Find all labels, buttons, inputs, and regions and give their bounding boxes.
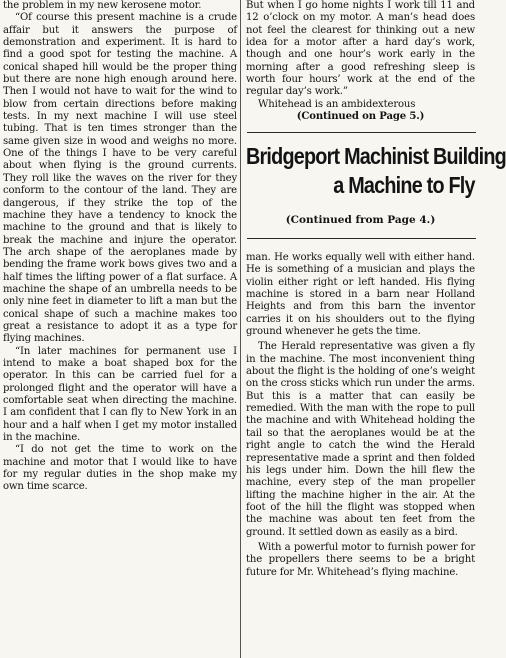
paragraph: The Herald representative was given a fly in the machine. The most inconvenient thing about the flight is the holding of one’s weight on the cross sticks which run under the arms. But this is a matter that can easily be remedied. With the man with the rope to pull the machine and with Whitehead holding the tail so that the aeroplanes would be at the right angle to catch the wind the Herald representative made a sprint and then folded his legs under him. Down the hill flew the machine, every step of the man propeller lifting the machine higher in the air. At the foot of the hill the flight was stopped when the machine was about ten feet from the ground. It settled down as easily as a bird.: [246, 341, 475, 538]
paragraph: “I do not get the time to work on the machine and motor that I would like to have for my regular duties in the shop make my own time scarce.: [3, 444, 237, 493]
right-column-bottom: [246, 252, 475, 582]
headline-line-2: a Machine to Fly: [333, 172, 475, 198]
section-rule: [247, 238, 476, 239]
left-column: [3, 0, 237, 658]
paragraph: With a powerful motor to furnish power for the propellers there seems to be a bright future for Mr. Whitehead’s flying machine.: [246, 541, 475, 578]
paragraph: the problem in my new kerosene motor.: [3, 0, 202, 11]
right-column-top: [246, 0, 475, 132]
continued-from-note: (Continued from Page 4.): [285, 214, 436, 226]
paragraph: “Of course this present machine is a crude affair but it answers the purpose of demonstration and experiment. It is hard to find a good spot for testing the machine. A conical shaped hill would be the proper thing but there are none high enough around here. Then I would not have to wait for the wind to blow from certain directions before making tests. In my next machine I will use steel tubing. That is ten times stronger than the same given size in wood and weighs no more. One of the things I have to be very careful about when flying is the ground currents. They roll like the waves on the river for they conform to the contour of the land. They are dangerous, if they strike the top of the machine they have a tendency to knock the machine to the ground and that is likely to break the machine and injure the operator. The arch shape of the aeroplanes made by bending the frame work bows gives two and a half times the lifting power of a flat surface. A machine the shape of an umbrella needs to be only nine feet in diameter to lift a man but the conical shape of such a machine makes too great a resistance to adopt it as a type for flying machines.: [3, 12, 237, 345]
paragraph: Whitehead is an ambidexterous: [258, 98, 416, 110]
paragraph: “In later machines for permanent use I intend to make a boat shaped box for the operator. In this can be carried fuel for a prolonged flight and the operator will have a comfortable seat when directing the machine. I am confident that I can fly to New York in an hour and a half when I get my motor installed in the machine.: [3, 345, 237, 444]
column-divider: [240, 0, 241, 658]
headline-line-1: Bridgeport Machinist Building: [246, 143, 506, 169]
paragraph: But when I go home nights I work till 11 and 12 o’clock on my motor. A man’s head does not feel the clearest for thinking out a new idea for a motor after a hard day’s work, though and one hour’s work early in the morning after a good refreshing sleep is worth four hours’ work at the end of the regular day’s work.”: [246, 0, 475, 98]
paragraph: man. He works equally well with either hand. He is something of a musician and plays the violin either right or left handed. His flying machine is stored in a barn near Holland Heights and from this barn the inventor carries it on his shoulders out to the flying ground whenever he gets the time.: [246, 252, 475, 338]
section-rule: [247, 132, 476, 133]
continued-on-note: (Continued on Page 5.): [296, 111, 425, 123]
headline: [246, 142, 506, 200]
